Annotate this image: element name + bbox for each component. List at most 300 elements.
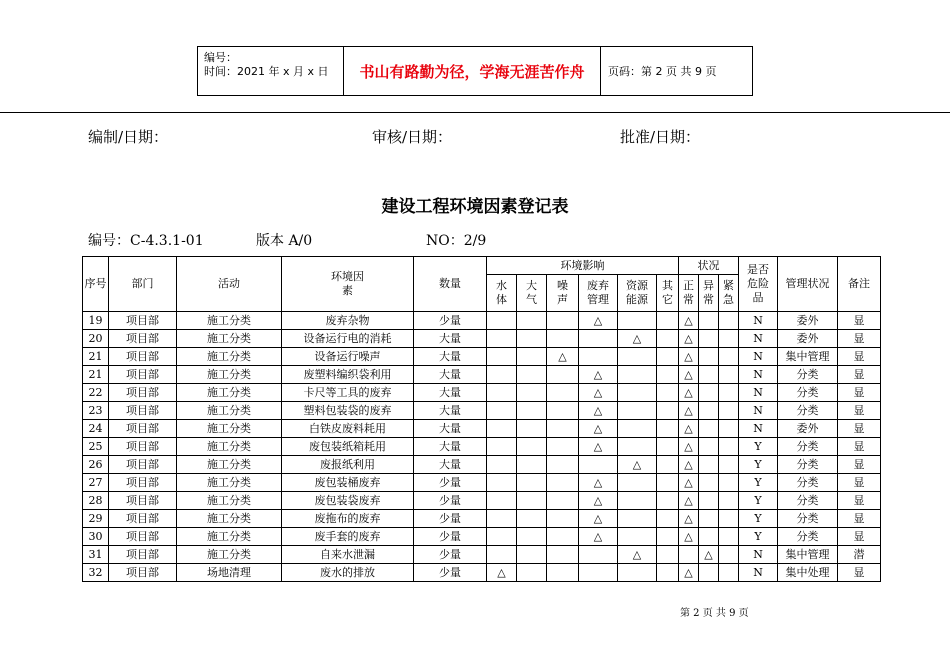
cell-other — [657, 546, 679, 564]
cell-noise — [547, 312, 579, 330]
cell-resource: △ — [618, 330, 657, 348]
cell-activity: 施工分类 — [177, 474, 282, 492]
cell-emergency — [719, 564, 739, 582]
header-qty: 数量 — [414, 257, 487, 312]
cell-remark: 显 — [838, 510, 881, 528]
cell-remark: 显 — [838, 564, 881, 582]
cell-dept: 项目部 — [109, 330, 177, 348]
header-abnormal: 异常 — [699, 275, 719, 312]
cell-activity: 施工分类 — [177, 492, 282, 510]
cell-resource — [618, 384, 657, 402]
cell-hazard: Y — [739, 438, 778, 456]
cell-activity: 施工分类 — [177, 510, 282, 528]
cell-normal: △ — [679, 384, 699, 402]
cell-dept: 项目部 — [109, 510, 177, 528]
cell-factor: 设备运行噪声 — [282, 348, 414, 366]
cell-waste: △ — [579, 402, 618, 420]
cell-noise — [547, 366, 579, 384]
cell-seq: 26 — [83, 456, 109, 474]
cell-normal: △ — [679, 402, 699, 420]
cell-factor: 塑料包装袋的废弃 — [282, 402, 414, 420]
header-air: 大气 — [517, 275, 547, 312]
cell-air — [517, 438, 547, 456]
cell-remark: 潜 — [838, 546, 881, 564]
page-info: 页码：第 2 页 共 9 页 — [608, 65, 717, 78]
page-footer: 第 2 页 共 9 页 — [680, 608, 749, 619]
cell-mgmt: 集中管理 — [778, 348, 838, 366]
cell-hazard: N — [739, 384, 778, 402]
cell-factor: 自来水泄漏 — [282, 546, 414, 564]
cell-abnormal: △ — [699, 546, 719, 564]
table-row — [83, 510, 881, 528]
header-noise: 噪声 — [547, 275, 579, 312]
cell-activity: 施工分类 — [177, 312, 282, 330]
cell-waste: △ — [579, 510, 618, 528]
cell-factor: 废报纸利用 — [282, 456, 414, 474]
cell-factor: 废包装纸箱耗用 — [282, 438, 414, 456]
table-row — [83, 438, 881, 456]
cell-seq: 24 — [83, 420, 109, 438]
cell-emergency — [719, 510, 739, 528]
cell-seq: 22 — [83, 384, 109, 402]
cell-other — [657, 456, 679, 474]
cell-hazard: N — [739, 366, 778, 384]
table-row — [83, 474, 881, 492]
cell-hazard: N — [739, 402, 778, 420]
cell-hazard: N — [739, 420, 778, 438]
cell-noise — [547, 438, 579, 456]
cell-resource — [618, 474, 657, 492]
cell-air — [517, 312, 547, 330]
cell-remark: 显 — [838, 474, 881, 492]
cell-seq: 32 — [83, 564, 109, 582]
cell-normal: △ — [679, 312, 699, 330]
cell-air — [517, 330, 547, 348]
cell-mgmt: 分类 — [778, 438, 838, 456]
cell-water — [487, 384, 517, 402]
cell-mgmt: 分类 — [778, 492, 838, 510]
cell-resource — [618, 510, 657, 528]
table-row — [83, 546, 881, 564]
cell-seq: 30 — [83, 528, 109, 546]
cell-other — [657, 564, 679, 582]
table-row — [83, 492, 881, 510]
cell-water — [487, 312, 517, 330]
table-row — [83, 366, 881, 384]
cell-seq: 20 — [83, 330, 109, 348]
header-other: 其它 — [657, 275, 679, 312]
cell-water — [487, 438, 517, 456]
cell-resource: △ — [618, 456, 657, 474]
cell-activity: 施工分类 — [177, 528, 282, 546]
cell-activity: 场地清理 — [177, 564, 282, 582]
document-number: NO：2/9 — [426, 233, 487, 249]
code-label: 编号： — [204, 51, 237, 64]
table-row — [83, 456, 881, 474]
cell-abnormal — [699, 474, 719, 492]
cell-normal — [679, 546, 699, 564]
cell-other — [657, 510, 679, 528]
cell-water — [487, 348, 517, 366]
cell-qty: 少量 — [414, 492, 487, 510]
cell-activity: 施工分类 — [177, 366, 282, 384]
cell-remark: 显 — [838, 348, 881, 366]
table-row — [83, 420, 881, 438]
cell-abnormal — [699, 492, 719, 510]
cell-qty: 大量 — [414, 420, 487, 438]
cell-seq: 28 — [83, 492, 109, 510]
cell-factor: 废水的排放 — [282, 564, 414, 582]
cell-waste: △ — [579, 366, 618, 384]
cell-qty: 大量 — [414, 456, 487, 474]
cell-emergency — [719, 492, 739, 510]
cell-resource — [618, 366, 657, 384]
cell-other — [657, 366, 679, 384]
cell-hazard: Y — [739, 492, 778, 510]
cell-seq: 29 — [83, 510, 109, 528]
cell-hazard: Y — [739, 510, 778, 528]
cell-activity: 施工分类 — [177, 348, 282, 366]
cell-seq: 19 — [83, 312, 109, 330]
cell-resource — [618, 438, 657, 456]
cell-abnormal — [699, 348, 719, 366]
cell-air — [517, 384, 547, 402]
cell-water: △ — [487, 564, 517, 582]
cell-air — [517, 510, 547, 528]
environmental-factor-table — [82, 256, 881, 582]
cell-resource — [618, 528, 657, 546]
cell-other — [657, 330, 679, 348]
cell-hazard: N — [739, 312, 778, 330]
cell-qty: 大量 — [414, 402, 487, 420]
table-row — [83, 384, 881, 402]
cell-water — [487, 528, 517, 546]
cell-mgmt: 集中处理 — [778, 564, 838, 582]
cell-air — [517, 474, 547, 492]
cell-normal: △ — [679, 510, 699, 528]
cell-noise — [547, 420, 579, 438]
cell-dept: 项目部 — [109, 564, 177, 582]
cell-other — [657, 492, 679, 510]
header-mgmt: 管理状况 — [778, 257, 838, 312]
cell-mgmt: 分类 — [778, 528, 838, 546]
cell-waste: △ — [579, 312, 618, 330]
cell-water — [487, 420, 517, 438]
cell-noise — [547, 564, 579, 582]
cell-dept: 项目部 — [109, 312, 177, 330]
cell-waste: △ — [579, 384, 618, 402]
cell-emergency — [719, 384, 739, 402]
cell-remark: 显 — [838, 528, 881, 546]
cell-dept: 项目部 — [109, 492, 177, 510]
cell-hazard: Y — [739, 456, 778, 474]
cell-qty: 少量 — [414, 510, 487, 528]
cell-abnormal — [699, 528, 719, 546]
cell-water — [487, 492, 517, 510]
cell-resource — [618, 402, 657, 420]
cell-activity: 施工分类 — [177, 384, 282, 402]
cell-waste: △ — [579, 492, 618, 510]
cell-waste: △ — [579, 420, 618, 438]
cell-seq: 25 — [83, 438, 109, 456]
cell-air — [517, 492, 547, 510]
cell-water — [487, 402, 517, 420]
cell-air — [517, 348, 547, 366]
cell-activity: 施工分类 — [177, 402, 282, 420]
cell-dept: 项目部 — [109, 420, 177, 438]
cell-resource: △ — [618, 546, 657, 564]
cell-mgmt: 委外 — [778, 330, 838, 348]
cell-seq: 27 — [83, 474, 109, 492]
cell-other — [657, 402, 679, 420]
cell-seq: 31 — [83, 546, 109, 564]
document-title: 建设工程环境因素登记表 — [381, 197, 569, 217]
cell-remark: 显 — [838, 402, 881, 420]
cell-other — [657, 312, 679, 330]
table-row — [83, 564, 881, 582]
header-hazard: 是否危险品 — [739, 257, 778, 312]
cell-water — [487, 330, 517, 348]
cell-waste — [579, 456, 618, 474]
cell-normal: △ — [679, 420, 699, 438]
table-row — [83, 312, 881, 330]
cell-abnormal — [699, 384, 719, 402]
cell-dept: 项目部 — [109, 366, 177, 384]
cell-hazard: N — [739, 564, 778, 582]
header-impact: 环境影响 — [487, 257, 679, 275]
cell-qty: 大量 — [414, 348, 487, 366]
cell-waste — [579, 330, 618, 348]
cell-mgmt: 分类 — [778, 402, 838, 420]
cell-seq: 23 — [83, 402, 109, 420]
cell-activity: 施工分类 — [177, 330, 282, 348]
cell-mgmt: 集中管理 — [778, 546, 838, 564]
header-resource: 资源能源 — [618, 275, 657, 312]
reviewed-by-label: 审核/日期： — [372, 128, 453, 146]
cell-hazard: N — [739, 330, 778, 348]
cell-mgmt: 分类 — [778, 510, 838, 528]
document-code: 编号：C-4.3.1-01 — [88, 233, 204, 249]
cell-qty: 少量 — [414, 474, 487, 492]
document-header — [197, 46, 753, 96]
cell-abnormal — [699, 402, 719, 420]
cell-emergency — [719, 546, 739, 564]
cell-abnormal — [699, 330, 719, 348]
cell-waste: △ — [579, 474, 618, 492]
table-row — [83, 330, 881, 348]
cell-other — [657, 474, 679, 492]
cell-emergency — [719, 312, 739, 330]
cell-remark: 显 — [838, 438, 881, 456]
cell-qty: 少量 — [414, 312, 487, 330]
header-normal: 正常 — [679, 275, 699, 312]
cell-noise — [547, 492, 579, 510]
time-label: 时间：2021 年 x 月 x 日 — [204, 65, 329, 78]
cell-activity: 施工分类 — [177, 456, 282, 474]
cell-activity: 施工分类 — [177, 546, 282, 564]
cell-dept: 项目部 — [109, 438, 177, 456]
cell-emergency — [719, 528, 739, 546]
cell-hazard: Y — [739, 528, 778, 546]
cell-remark: 显 — [838, 312, 881, 330]
cell-abnormal — [699, 438, 719, 456]
header-remark: 备注 — [838, 257, 881, 312]
cell-abnormal — [699, 456, 719, 474]
cell-factor: 设备运行电的消耗 — [282, 330, 414, 348]
cell-air — [517, 420, 547, 438]
cell-remark: 显 — [838, 384, 881, 402]
cell-activity: 施工分类 — [177, 420, 282, 438]
table-row — [83, 528, 881, 546]
cell-other — [657, 384, 679, 402]
cell-remark: 显 — [838, 492, 881, 510]
cell-factor: 废塑料编织袋利用 — [282, 366, 414, 384]
header-meta — [198, 47, 344, 95]
cell-normal: △ — [679, 330, 699, 348]
cell-dept: 项目部 — [109, 384, 177, 402]
cell-mgmt: 分类 — [778, 384, 838, 402]
cell-air — [517, 366, 547, 384]
cell-waste: △ — [579, 438, 618, 456]
cell-resource — [618, 492, 657, 510]
cell-hazard: N — [739, 348, 778, 366]
cell-air — [517, 402, 547, 420]
cell-air — [517, 456, 547, 474]
cell-other — [657, 528, 679, 546]
cell-qty: 大量 — [414, 384, 487, 402]
cell-qty: 少量 — [414, 564, 487, 582]
cell-noise — [547, 510, 579, 528]
cell-normal: △ — [679, 348, 699, 366]
cell-qty: 少量 — [414, 546, 487, 564]
cell-other — [657, 438, 679, 456]
table-body — [83, 312, 881, 582]
header-seq: 序号 — [83, 257, 109, 312]
header-water: 水体 — [487, 275, 517, 312]
document-version: 版本 A/0 — [256, 233, 313, 249]
cell-normal: △ — [679, 564, 699, 582]
cell-water — [487, 366, 517, 384]
header-emergency: 紧急 — [719, 275, 739, 312]
cell-factor: 白铁皮废料耗用 — [282, 420, 414, 438]
cell-emergency — [719, 456, 739, 474]
cell-abnormal — [699, 510, 719, 528]
cell-mgmt: 委外 — [778, 312, 838, 330]
cell-factor: 废弃杂物 — [282, 312, 414, 330]
cell-dept: 项目部 — [109, 528, 177, 546]
header-status: 状况 — [679, 257, 739, 275]
cell-resource — [618, 420, 657, 438]
cell-factor: 废手套的废弃 — [282, 528, 414, 546]
header-activity: 活动 — [177, 257, 282, 312]
cell-emergency — [719, 438, 739, 456]
cell-emergency — [719, 348, 739, 366]
approved-by-label: 批准/日期： — [620, 128, 701, 146]
cell-abnormal — [699, 564, 719, 582]
header-factor: 环境因素 — [282, 257, 414, 312]
cell-qty: 大量 — [414, 366, 487, 384]
cell-qty: 少量 — [414, 528, 487, 546]
cell-dept: 项目部 — [109, 348, 177, 366]
cell-other — [657, 420, 679, 438]
separator-line — [0, 112, 950, 113]
cell-dept: 项目部 — [109, 456, 177, 474]
motto: 书山有路勤为径，学海无涯苦作舟 — [344, 47, 601, 95]
cell-dept: 项目部 — [109, 474, 177, 492]
cell-emergency — [719, 402, 739, 420]
cell-noise — [547, 546, 579, 564]
cell-noise — [547, 384, 579, 402]
cell-normal: △ — [679, 366, 699, 384]
cell-noise — [547, 402, 579, 420]
cell-emergency — [719, 474, 739, 492]
cell-mgmt: 分类 — [778, 366, 838, 384]
cell-seq: 21 — [83, 348, 109, 366]
cell-abnormal — [699, 312, 719, 330]
cell-emergency — [719, 366, 739, 384]
header-dept: 部门 — [109, 257, 177, 312]
cell-water — [487, 474, 517, 492]
cell-hazard: N — [739, 546, 778, 564]
cell-factor: 废拖布的废弃 — [282, 510, 414, 528]
cell-hazard: Y — [739, 474, 778, 492]
prepared-by-label: 编制/日期： — [88, 128, 169, 146]
cell-factor: 废包装袋废弃 — [282, 492, 414, 510]
cell-waste — [579, 348, 618, 366]
cell-mgmt: 分类 — [778, 474, 838, 492]
cell-qty: 大量 — [414, 330, 487, 348]
cell-abnormal — [699, 420, 719, 438]
table-row — [83, 402, 881, 420]
cell-air — [517, 546, 547, 564]
cell-remark: 显 — [838, 330, 881, 348]
cell-noise — [547, 474, 579, 492]
cell-noise — [547, 456, 579, 474]
cell-normal: △ — [679, 438, 699, 456]
cell-normal: △ — [679, 492, 699, 510]
table-row — [83, 348, 881, 366]
cell-resource — [618, 348, 657, 366]
cell-factor: 卡尺等工具的废弃 — [282, 384, 414, 402]
cell-remark: 显 — [838, 420, 881, 438]
cell-other — [657, 348, 679, 366]
cell-seq: 21 — [83, 366, 109, 384]
cell-mgmt: 委外 — [778, 420, 838, 438]
cell-activity: 施工分类 — [177, 438, 282, 456]
cell-waste: △ — [579, 528, 618, 546]
cell-qty: 大量 — [414, 438, 487, 456]
cell-noise — [547, 528, 579, 546]
cell-water — [487, 456, 517, 474]
cell-resource — [618, 564, 657, 582]
cell-factor: 废包装桶废弃 — [282, 474, 414, 492]
cell-normal: △ — [679, 528, 699, 546]
cell-dept: 项目部 — [109, 546, 177, 564]
cell-noise — [547, 330, 579, 348]
cell-resource — [618, 312, 657, 330]
cell-remark: 显 — [838, 366, 881, 384]
cell-abnormal — [699, 366, 719, 384]
cell-emergency — [719, 330, 739, 348]
header-waste: 废弃管理 — [579, 275, 618, 312]
cell-air — [517, 528, 547, 546]
cell-water — [487, 546, 517, 564]
cell-remark: 显 — [838, 456, 881, 474]
cell-normal: △ — [679, 474, 699, 492]
cell-normal: △ — [679, 456, 699, 474]
cell-mgmt: 分类 — [778, 456, 838, 474]
cell-dept: 项目部 — [109, 402, 177, 420]
